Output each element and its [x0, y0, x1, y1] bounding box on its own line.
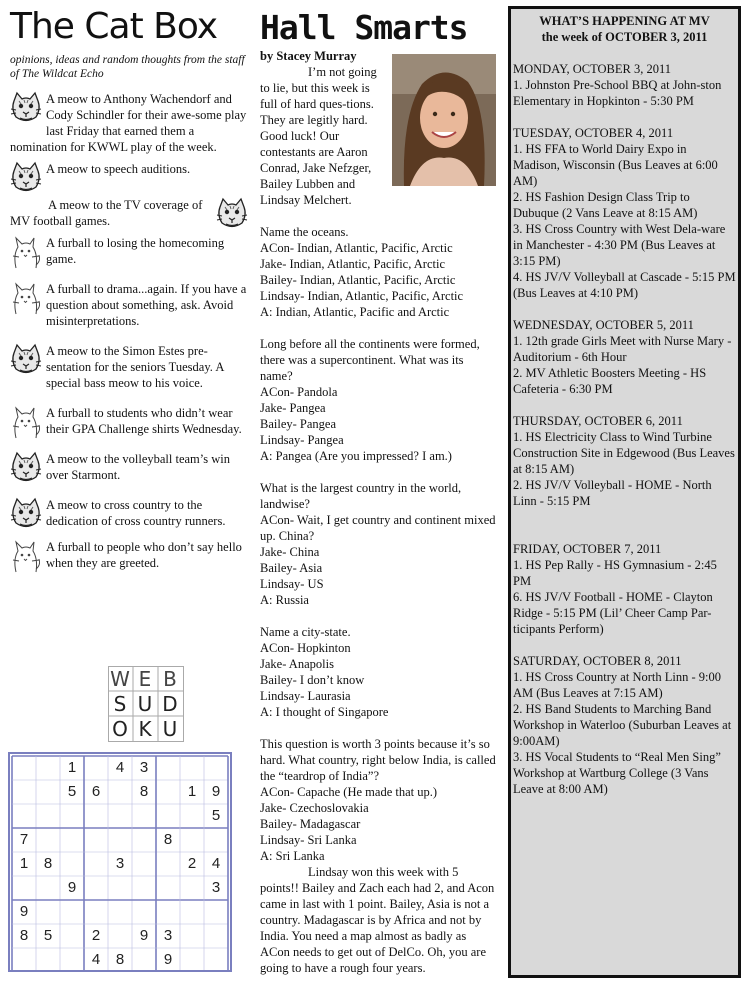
sudoku-cell[interactable]: 5	[211, 807, 221, 824]
sudoku-cell[interactable]	[84, 876, 108, 900]
calendar-event: 2. HS JV/V Volleyball - HOME - North Linn - 5:15 PM	[513, 478, 712, 508]
sudoku-cell[interactable]	[180, 876, 204, 900]
cat-box-item: A furball to students who didn’t wear their GPA Challenge shirts Wednesday.	[10, 405, 248, 439]
quiz-question: This question is worth 3 points because it’s so hard. What country, right below India, is called the “teardrop of India”?	[260, 737, 496, 783]
sudoku-cell[interactable]	[12, 756, 36, 780]
quiz-question-block	[260, 224, 496, 320]
quiz-answer: Bailey- Asia	[260, 561, 323, 575]
quiz-answer: ACon- Hopkinton	[260, 641, 351, 655]
calendar-event: 1. HS Pep Rally - HS Gymnasium - 2:45 PM	[513, 558, 717, 588]
quiz-question-block	[260, 624, 496, 720]
sudoku-cell[interactable]	[108, 780, 132, 804]
sudoku-cell[interactable]: 4	[115, 759, 125, 776]
quiz-answer: A: Russia	[260, 593, 309, 607]
sudoku-cell[interactable]	[108, 900, 132, 924]
calendar-day-heading: WEDNESDAY, OCTOBER 5, 2011	[513, 318, 694, 332]
sudoku-cell[interactable]	[36, 948, 60, 972]
logo-letter: D	[162, 692, 178, 716]
sudoku-cell[interactable]	[180, 828, 204, 852]
quiz-answer: Bailey- I don’t know	[260, 673, 365, 687]
sudoku-cell[interactable]	[12, 876, 36, 900]
sudoku-cell[interactable]	[60, 924, 84, 948]
quiz-question-block	[260, 736, 496, 864]
sudoku-cell[interactable]	[84, 804, 108, 828]
calendar-day	[513, 125, 736, 301]
cat-sketch-icon	[10, 405, 42, 439]
sudoku-cell[interactable]	[156, 876, 180, 900]
sudoku-cell[interactable]	[84, 756, 108, 780]
hall-smarts-closing: Lindsay won this week with 5 points!! Bailey and Zach each had 2, and Acon came in last with 1 point. Bailey, Asia is not a country. Madagascar is by Africa and not by India. You need a map almost as badly as ACon needs to get out of DelCo. Oh, you are going to have a rough four years.	[260, 865, 495, 975]
sudoku-cell[interactable]	[12, 804, 36, 828]
cat-box-item: A meow to the Simon Estes pre-sentation for the seniors Tuesday. A special bass meow to his voice.	[10, 343, 248, 391]
sudoku-cell[interactable]	[36, 828, 60, 852]
sudoku-cell[interactable]	[108, 924, 132, 948]
cat-box-item: A meow to the volleyball team’s win over Starmont.	[10, 451, 248, 485]
sudoku-cell[interactable]	[84, 900, 108, 924]
sudoku-cell[interactable]	[204, 948, 228, 972]
sudoku-cell[interactable]	[156, 852, 180, 876]
calendar-event: 1. Johnston Pre-School BBQ at John-ston Elementary in Hopkinton - 5:30 PM	[513, 78, 722, 108]
sudoku-cell[interactable]	[180, 804, 204, 828]
calendar-event: 3. HS Cross Country with West Dela-ware in Manchester - 4:30 PM (Bus Leaves at 3:15 PM)	[513, 222, 726, 268]
cat-box-column	[10, 8, 248, 573]
sudoku-cell[interactable]	[12, 948, 36, 972]
sudoku-cell[interactable]: 9	[139, 927, 149, 944]
wildcat-icon	[10, 91, 42, 125]
quiz-answer: Bailey- Indian, Atlantic, Pacific, Arctic	[260, 273, 456, 287]
logo-letter: B	[163, 667, 177, 691]
sudoku-cell[interactable]: 8	[43, 855, 53, 872]
quiz-answer: A: Sri Lanka	[260, 849, 325, 863]
sudoku-cell[interactable]	[156, 804, 180, 828]
quiz-question-block	[260, 336, 496, 464]
byline: by Stacey Murray	[260, 49, 357, 63]
cat-box-item: A furball to drama...again. If you have a question about something, ask. Avoid misinterpretations.	[10, 281, 248, 329]
calendar-event: 1. 12th grade Girls Meet with Nurse Mary - Auditorium - 6th Hour	[513, 334, 732, 364]
events-calendar	[508, 6, 741, 978]
sudoku-cell[interactable]: 2	[91, 927, 101, 944]
sudoku-cell[interactable]	[132, 948, 156, 972]
logo-letter: E	[138, 667, 152, 691]
logo-letter: S	[113, 692, 127, 716]
calendar-day-heading: SATURDAY, OCTOBER 8, 2011	[513, 654, 682, 668]
calendar-event: 4. HS JV/V Volleyball at Cascade - 5:15 PM (Bus Leaves at 4:10 PM)	[513, 270, 736, 300]
quiz-answer: Lindsay- US	[260, 577, 324, 591]
sudoku-cell[interactable]	[204, 756, 228, 780]
quiz-answer: ACon- Pandola	[260, 385, 338, 399]
calendar-event: 1. HS Electricity Class to Wind Turbine Construction Site in Edgewood (Bus Leaves at 8:15 AM)	[513, 430, 735, 476]
sudoku-cell[interactable]: 6	[91, 783, 101, 800]
sudoku-cell[interactable]	[204, 900, 228, 924]
sudoku-cell[interactable]	[36, 876, 60, 900]
sudoku-cell[interactable]	[204, 924, 228, 948]
sudoku-cell[interactable]: 1	[19, 855, 29, 872]
sudoku-cell[interactable]	[156, 780, 180, 804]
sudoku-cell[interactable]: 8	[163, 831, 173, 848]
sudoku-cell[interactable]: 3	[211, 879, 221, 896]
sudoku-cell[interactable]	[60, 828, 84, 852]
quiz-answer: Lindsay- Indian, Atlantic, Pacific, Arctic	[260, 289, 464, 303]
quiz-answer: ACon- Indian, Atlantic, Pacific, Arctic	[260, 241, 453, 255]
cat-sketch-icon	[10, 235, 42, 269]
sudoku-cell[interactable]	[12, 780, 36, 804]
sudoku-cell[interactable]	[36, 804, 60, 828]
calendar-day-heading: FRIDAY, OCTOBER 7, 2011	[513, 542, 662, 556]
quiz-answer: Lindsay- Sri Lanka	[260, 833, 357, 847]
quiz-answer: Lindsay- Pangea	[260, 433, 344, 447]
quiz-answer: Lindsay- Laurasia	[260, 689, 351, 703]
author-photo	[392, 54, 496, 186]
sudoku-cell[interactable]: 5	[67, 783, 77, 800]
calendar-event: 1. HS Cross Country at North Linn - 9:00 AM (Bus Leaves at 7:15 AM)	[513, 670, 721, 700]
calendar-event: 6. HS JV/V Football - HOME - Clayton Ridge - 5:15 PM (Lil’ Cheer Camp Par-ticipants Perform)	[513, 590, 713, 636]
cat-box-item: A meow to the TV coverage of MV football games.	[10, 197, 248, 231]
sudoku-cell[interactable]	[84, 828, 108, 852]
sudoku-cell[interactable]: 9	[67, 879, 77, 896]
sudoku-cell[interactable]	[132, 804, 156, 828]
sudoku-cell[interactable]: 3	[115, 855, 125, 872]
sudoku-cell[interactable]	[36, 780, 60, 804]
cat-box-title: The Cat Box	[10, 6, 218, 47]
quiz-question: Name the oceans.	[260, 225, 349, 239]
wildcat-icon	[10, 451, 42, 485]
cat-sketch-icon	[10, 539, 42, 573]
sudoku-cell[interactable]	[156, 900, 180, 924]
calendar-title: WHAT’S HAPPENING AT MV	[539, 14, 710, 28]
calendar-day-heading: TUESDAY, OCTOBER 4, 2011	[513, 126, 674, 140]
quiz-answer: A: I thought of Singapore	[260, 705, 389, 719]
quiz-question: What is the largest country in the world, landwise?	[260, 481, 462, 511]
sudoku-cell[interactable]: 9	[163, 951, 173, 968]
sudoku-cell[interactable]	[132, 852, 156, 876]
sudoku-cell[interactable]: 4	[211, 855, 221, 872]
logo-letter: U	[137, 692, 153, 716]
calendar-event: 1. HS FFA to World Dairy Expo in Madison, Wisconsin (Bus Leaves at 6:00 AM)	[513, 142, 718, 188]
quiz-answer: Bailey- Pangea	[260, 417, 337, 431]
sudoku-cell[interactable]: 5	[43, 927, 53, 944]
sudoku-cell[interactable]: 8	[139, 783, 149, 800]
calendar-day-heading: MONDAY, OCTOBER 3, 2011	[513, 62, 672, 76]
calendar-event: 2. MV Athletic Boosters Meeting - HS Cafeteria - 6:30 PM	[513, 366, 707, 396]
logo-letter: K	[138, 717, 152, 741]
calendar-event: 3. HS Vocal Students to “Real Men Sing” Workshop at Wartburg College (3 Vans Leave at 8:00 AM)	[513, 750, 721, 796]
sudoku-cell[interactable]	[204, 828, 228, 852]
wildcat-icon	[10, 161, 42, 195]
logo-letter: U	[162, 717, 178, 741]
quiz-answer: Jake- Indian, Atlantic, Pacific, Arctic	[260, 257, 446, 271]
quiz-answer: ACon- Wait, I get country and continent mixed up. China?	[260, 513, 496, 543]
sudoku-puzzle	[8, 752, 232, 972]
sudoku-cell[interactable]: 7	[19, 831, 29, 848]
wildcat-icon	[10, 343, 42, 377]
calendar-day	[513, 413, 736, 509]
cat-box-item: A meow to cross country to the dedication of cross country runners.	[10, 497, 248, 531]
sudoku-cell[interactable]	[60, 852, 84, 876]
calendar-subtitle: the week of OCTOBER 3, 2011	[541, 30, 708, 44]
wildcat-icon	[10, 497, 42, 531]
cat-box-item: A furball to losing the homecoming game.	[10, 235, 248, 269]
sudoku-cell[interactable]: 1	[187, 783, 197, 800]
quiz-answer: ACon- Capache (He made that up.)	[260, 785, 438, 799]
sudoku-cell[interactable]: 8	[19, 927, 29, 944]
sudoku-cell[interactable]	[180, 924, 204, 948]
sudoku-cell[interactable]: 2	[187, 855, 197, 872]
sudoku-cell[interactable]	[36, 900, 60, 924]
sudoku-cell[interactable]	[108, 876, 132, 900]
calendar-day	[513, 653, 736, 797]
sudoku-cell[interactable]: 8	[115, 951, 125, 968]
calendar-day	[513, 61, 736, 109]
quiz-question: Name a city-state.	[260, 625, 351, 639]
sudoku-cell[interactable]	[180, 900, 204, 924]
wildcat-icon	[216, 197, 248, 231]
sudoku-cell[interactable]: 3	[139, 759, 149, 776]
sudoku-cell[interactable]	[60, 948, 84, 972]
sudoku-cell[interactable]	[84, 852, 108, 876]
sudoku-cell[interactable]	[156, 756, 180, 780]
quiz-answer: Jake- Anapolis	[260, 657, 334, 671]
sudoku-cell[interactable]	[60, 900, 84, 924]
sudoku-cell[interactable]: 9	[211, 783, 221, 800]
quiz-answer: Bailey- Madagascar	[260, 817, 361, 831]
sudoku-cell[interactable]	[180, 756, 204, 780]
sudoku-cell[interactable]	[108, 828, 132, 852]
calendar-day	[513, 541, 736, 637]
sudoku-cell[interactable]	[36, 756, 60, 780]
cat-box-item: A meow to Anthony Wachendorf and Cody Schindler for their awe-some play last Friday that earned them a nomination for KWWL play of the week.	[10, 92, 247, 154]
sudoku-cell[interactable]: 9	[19, 903, 29, 920]
quiz-question: Long before all the continents were formed, there was a supercontinent. What was its name?	[260, 337, 480, 383]
hall-smarts-intro: I’m not going to lie, but this week is full of hard ques-tions. They are legitly hard. Good luck! Our contestants are Aaron Conrad, Jake Nefzger, Bailey Lubben and Lindsay Melchert.	[260, 65, 377, 207]
sudoku-cell[interactable]: 1	[67, 759, 77, 776]
quiz-question-block	[260, 480, 496, 608]
sudoku-cell[interactable]	[60, 804, 84, 828]
quiz-answer: Jake- China	[260, 545, 320, 559]
calendar-event: 2. HS Fashion Design Class Trip to Dubuque (2 Vans Leave at 8:15 AM)	[513, 190, 698, 220]
logo-letter: O	[112, 717, 128, 741]
logo-letter: W	[110, 667, 130, 691]
quiz-answer: A: Pangea (Are you impressed? I am.)	[260, 449, 452, 463]
quiz-answer: Jake- Czechoslovakia	[260, 801, 369, 815]
quiz-answer: A: Indian, Atlantic, Pacific and Arctic	[260, 305, 450, 319]
sudoku-cell[interactable]	[108, 804, 132, 828]
cat-box-item: A meow to speech auditions.	[10, 161, 248, 195]
sudoku-cell[interactable]: 3	[163, 927, 173, 944]
calendar-day-heading: THURSDAY, OCTOBER 6, 2011	[513, 414, 683, 428]
sudoku-cell[interactable]	[132, 828, 156, 852]
sudoku-cell[interactable]	[132, 900, 156, 924]
cat-box-item: A furball to people who don’t say hello when they are greeted.	[10, 539, 248, 573]
hall-smarts-column	[260, 8, 496, 976]
sudoku-cell[interactable]	[132, 876, 156, 900]
calendar-event: 2. HS Band Students to Marching Band Workshop in Waterloo (Suburban Leaves at 9:00AM)	[513, 702, 732, 748]
sudoku-cell[interactable]: 4	[91, 951, 101, 968]
calendar-day	[513, 317, 736, 397]
sudoku-cell[interactable]	[180, 948, 204, 972]
quiz-answer: Jake- Pangea	[260, 401, 326, 415]
hall-smarts-title: Hall Smarts	[260, 8, 468, 47]
cat-box-subtitle: opinions, ideas and random thoughts from the staff of The Wildcat Echo	[10, 54, 245, 80]
cat-sketch-icon	[10, 281, 42, 315]
